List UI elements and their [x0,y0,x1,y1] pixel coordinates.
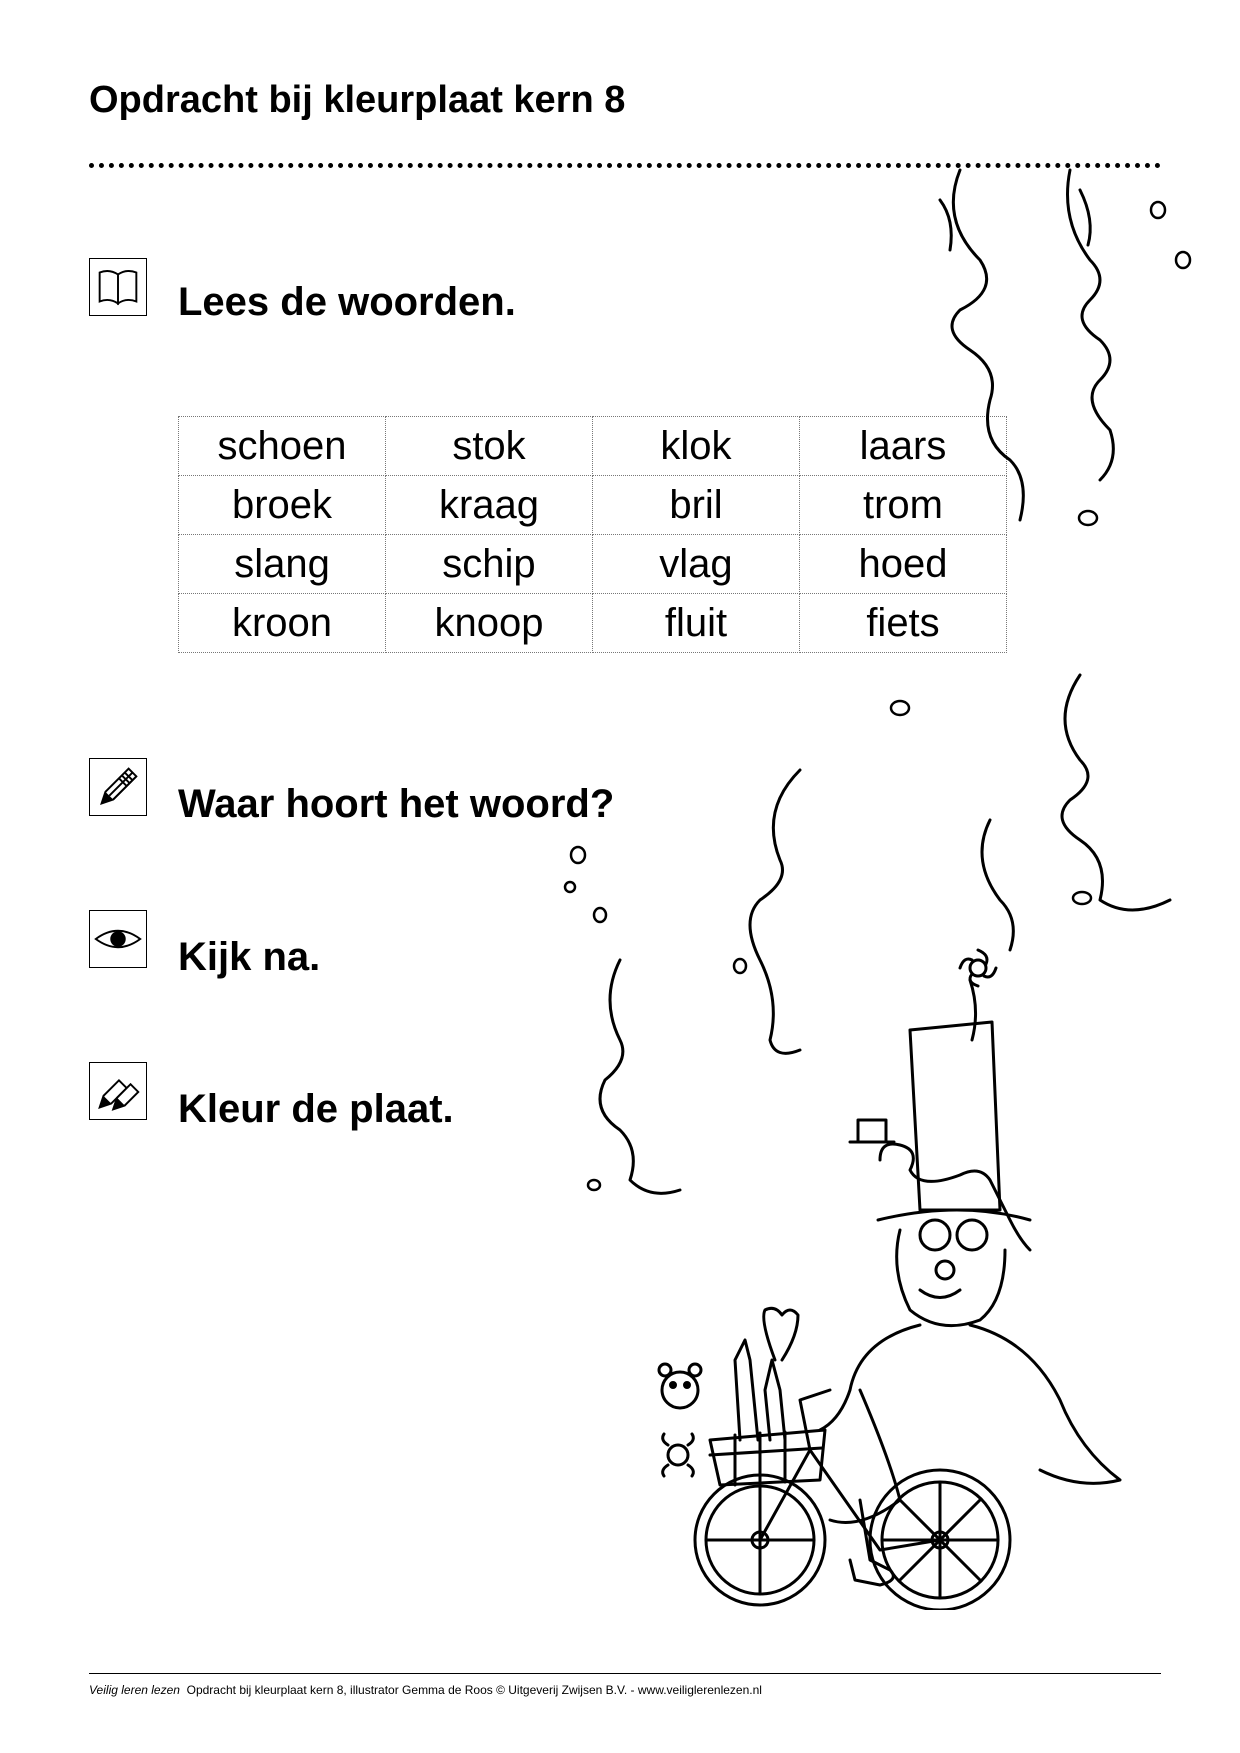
pencil-icon [89,758,147,816]
instruction-assign: Waar hoort het woord? [178,782,615,826]
word-cell: broek [179,476,386,535]
word-cell: fluit [593,594,800,653]
footer-series: Veilig leren lezen [89,1683,180,1697]
footer-credits: Opdracht bij kleurplaat kern 8, illustrator Gemma de Roos © Uitgeverij Zwijsen B.V. - www.veiliglerenlezen.nl [186,1683,762,1697]
page-title: Opdracht bij kleurplaat kern 8 [89,79,626,121]
clown-on-bicycle [659,950,1120,1610]
footer-divider [89,1673,1161,1674]
instruction-check: Kijk na. [178,935,321,979]
coloring-illustration [560,160,1200,1610]
word-cell: hoed [800,535,1007,594]
word-cell: bril [593,476,800,535]
word-cell: stok [386,417,593,476]
instruction-color: Kleur de plaat. [178,1087,454,1131]
crayons-icon [89,1062,147,1120]
streamers [600,170,1170,1193]
instruction-read: Lees de woorden. [178,280,516,324]
word-cell: klok [593,417,800,476]
word-cell: fiets [800,594,1007,653]
word-cell: schoen [179,417,386,476]
word-cell: vlag [593,535,800,594]
word-cell: slang [179,535,386,594]
word-cell: laars [800,417,1007,476]
word-cell: trom [800,476,1007,535]
book-icon [89,258,147,316]
word-cell: knoop [386,594,593,653]
word-cell: kroon [179,594,386,653]
confetti [565,202,1190,1190]
footer [89,1683,762,1697]
word-cell: kraag [386,476,593,535]
eye-icon [89,910,147,968]
word-cell: schip [386,535,593,594]
